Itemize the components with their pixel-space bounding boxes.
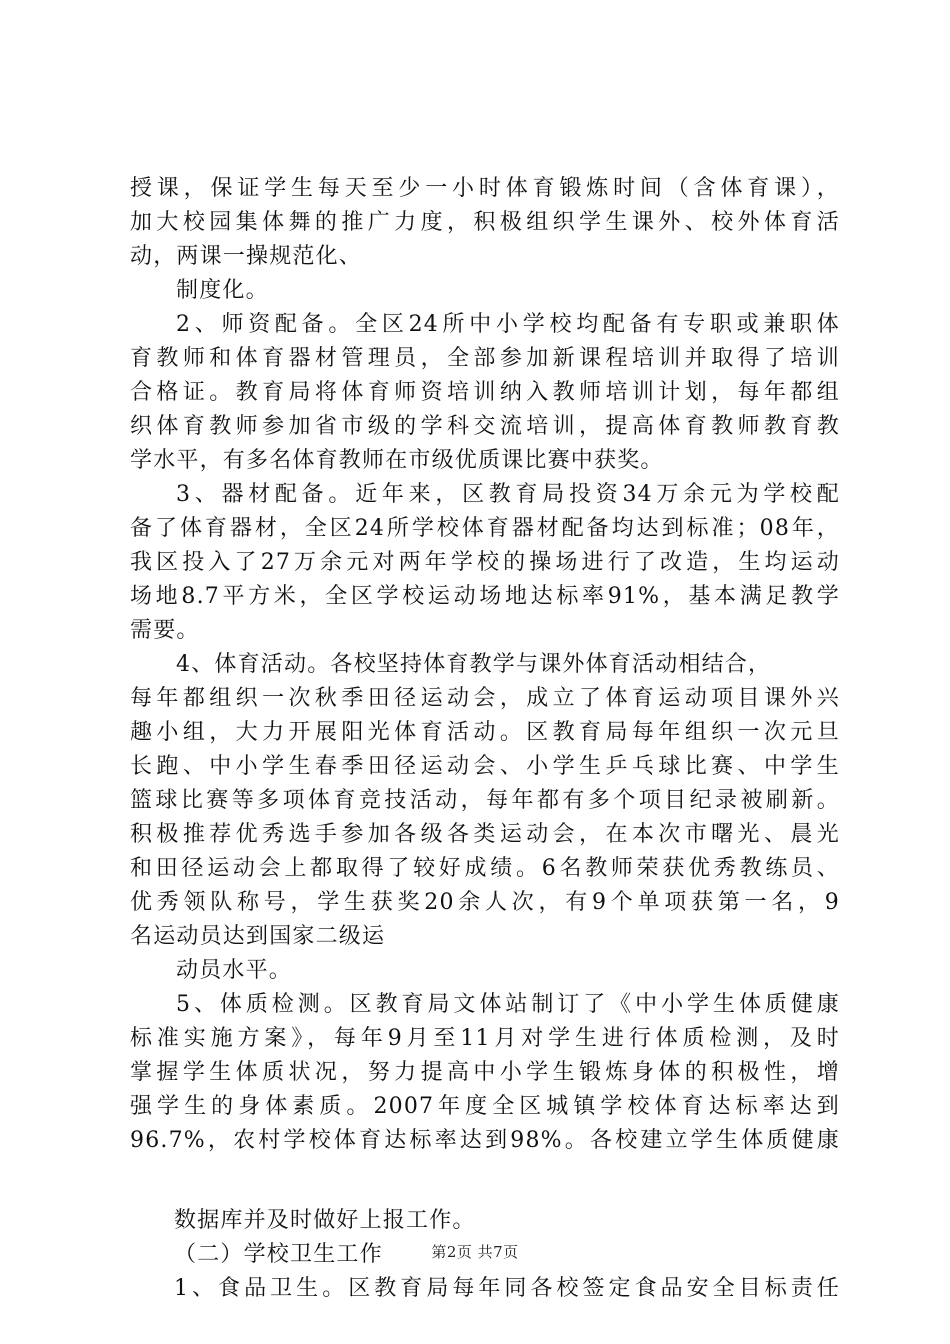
paragraph-heading-line: 3、器材配备。近年来，区教育局投资34万余元为学校配 bbox=[176, 482, 840, 507]
page-number-footer: 第2页 共7页 bbox=[431, 1243, 519, 1261]
text-line: 96.7%，农村学校体育达标率达到98%。各校建立学生体质健康 bbox=[130, 1128, 840, 1153]
text-line: 长跑、中小学生春季田径运动会、小学生乒乓球比赛、中学生 bbox=[130, 754, 840, 779]
text-line: 优秀领队称号，学生获奖20余人次，有9个单项获第一名，9 bbox=[130, 890, 840, 915]
text-line: 授课，保证学生每天至少一小时体育锻炼时间（含体育课）， bbox=[130, 176, 840, 201]
paragraph-heading-line: 4、体育活动。各校坚持体育教学与课外体育活动相结合， bbox=[176, 652, 772, 677]
text-line: 织体育教师参加省市级的学科交流培训，提高体育教师教育教 bbox=[130, 414, 840, 439]
text-line: 标准实施方案》，每年9月至11月对学生进行体质检测，及时 bbox=[130, 1026, 840, 1051]
text-line: 名运动员达到国家二级运 bbox=[130, 924, 386, 949]
text-line: 掌握学生体质状况，努力提高中小学生锻炼身体的积极性，增 bbox=[130, 1060, 840, 1085]
text-line: 积极推荐优秀选手参加各级各类运动会，在本次市曙光、晨光 bbox=[130, 822, 840, 847]
text-line: 每年都组织一次秋季田径运动会，成立了体育运动项目课外兴 bbox=[130, 686, 840, 711]
text-line: 数据库并及时做好上报工作。 bbox=[174, 1208, 476, 1233]
text-line: 动，两课一操规范化、 bbox=[130, 244, 363, 269]
document-body bbox=[130, 172, 840, 1306]
paragraph-gap bbox=[130, 1158, 840, 1204]
paragraph-heading-line: 1、食品卫生。区教育局每年同各校签定食品安全目标责任 bbox=[174, 1276, 840, 1301]
text-line: 篮球比赛等多项体育竞技活动，每年都有多个项目纪录被刷新。 bbox=[130, 788, 840, 813]
section-heading: （二）学校卫生工作 bbox=[174, 1242, 383, 1267]
text-line: 动员水平。 bbox=[176, 958, 293, 983]
text-line: 加大校园集体舞的推广力度，积极组织学生课外、校外体育活 bbox=[130, 210, 840, 235]
text-line: 育教师和体育器材管理员，全部参加新课程培训并取得了培训 bbox=[130, 346, 840, 371]
text-line: 学水平，有多名体育教师在市级优质课比赛中获奖。 bbox=[130, 448, 664, 473]
text-line: 和田径运动会上都取得了较好成绩。6名教师荣获优秀教练员、 bbox=[130, 856, 840, 881]
text-line: 制度化。 bbox=[176, 278, 269, 303]
text-line: 我区投入了27万余元对两年学校的操场进行了改造，生均运动 bbox=[130, 550, 840, 575]
paragraph-heading-line: 5、体质检测。区教育局文体站制订了《中小学生体质健康 bbox=[176, 992, 840, 1017]
paragraph-heading-line: 2、师资配备。全区24所中小学校均配备有专职或兼职体 bbox=[176, 312, 840, 337]
text-line: 备了体育器材，全区24所学校体育器材配备均达到标准；08年， bbox=[130, 516, 840, 541]
text-line: 需要。 bbox=[130, 618, 200, 643]
text-line: 场地8.7平方米，全区学校运动场地达标率91%，基本满足教学 bbox=[130, 584, 840, 609]
text-line: 合格证。教育局将体育师资培训纳入教师培训计划，每年都组 bbox=[130, 380, 840, 405]
text-line: 强学生的身体素质。2007年度全区城镇学校体育达标率达到 bbox=[130, 1094, 840, 1119]
text-line: 趣小组，大力开展阳光体育活动。区教育局每年组织一次元旦 bbox=[130, 720, 840, 745]
